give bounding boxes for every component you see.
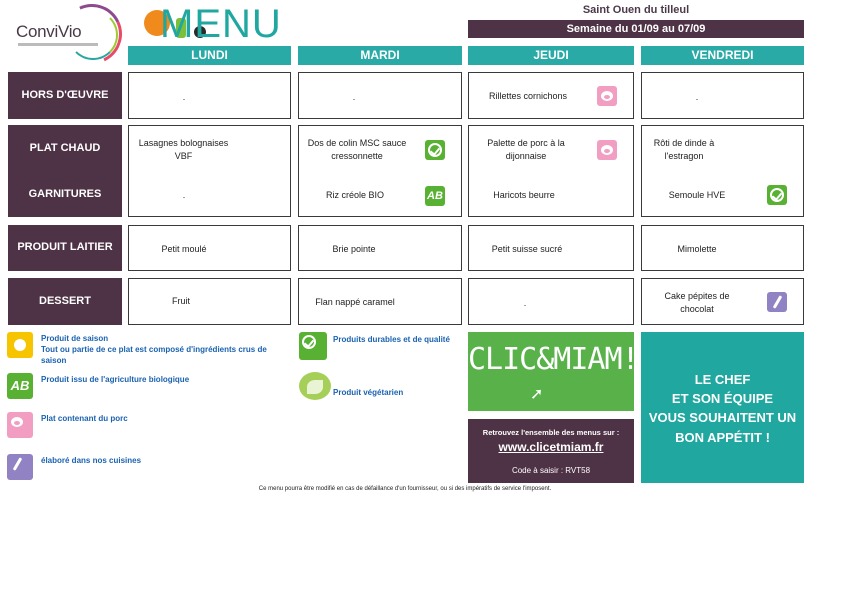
chef-line-1: LE CHEF — [694, 372, 751, 387]
cell-hors-jeudi — [468, 72, 634, 119]
menu-title: MENU — [160, 2, 282, 46]
day-header-jeudi: JEUDI — [468, 46, 634, 65]
footnote: Ce menu pourra être modifié en cas de défaillance d'un fournisseur, ou si des impératifs de service l'imposent. — [258, 486, 552, 492]
homemade-whisk-icon — [767, 292, 787, 312]
garniture: Semoule HVE — [668, 190, 726, 200]
dish: . — [523, 298, 527, 308]
dish: Brie pointe — [332, 244, 376, 254]
legend-bio: Produit issu de l'agriculture biologique — [41, 375, 190, 384]
dish: Mimolette — [677, 244, 717, 254]
cell-dessert-vendredi — [641, 278, 804, 325]
dish: Dos de colin MSC sauce cressonnette — [307, 138, 407, 161]
row-label-text: PRODUIT LAITIER — [17, 241, 113, 253]
row-label-plat-chaud: PLAT CHAUD — [29, 142, 101, 154]
week-range: Semaine du 01/09 au 07/09 — [468, 20, 804, 38]
dish: Palette de porc à la dijonnaise — [487, 138, 565, 161]
website-promo — [468, 419, 634, 483]
website-link[interactable]: www.clicetmiam.fr — [498, 440, 604, 454]
pork-icon — [597, 140, 617, 160]
legend-vegetarien: Produit végétarien — [333, 388, 404, 397]
chef-line-3: VOUS SOUHAITENT UN — [648, 410, 797, 425]
dish: Rillettes cornichons — [488, 91, 568, 101]
dish: Fruit — [172, 296, 190, 306]
chef-line-2: ET SON ÉQUIPE — [671, 391, 774, 406]
day-header-vendredi: VENDREDI — [641, 46, 804, 65]
cell-laitier-mardi — [298, 225, 462, 271]
dish: . — [695, 92, 699, 102]
website-code: Code à saisir : RVT58 — [511, 466, 591, 475]
cursor-icon: ➚ — [530, 386, 544, 403]
dish: Cake pépites de chocolat — [664, 291, 730, 314]
chef-line-4: BON APPÉTIT ! — [675, 430, 770, 445]
dish: Flan nappé caramel — [315, 297, 395, 307]
cell-laitier-vendredi — [641, 225, 804, 271]
logo-text: ConviVio — [16, 22, 82, 41]
row-label-plat-garnitures — [8, 125, 122, 217]
garniture: . — [182, 190, 186, 200]
cell-laitier-jeudi — [468, 225, 634, 271]
legend-porc: Plat contenant du porc — [41, 414, 128, 423]
pork-icon — [597, 86, 617, 106]
dish: Petit moulé — [161, 244, 207, 254]
convivio-logo — [8, 4, 118, 64]
dish: Petit suisse sucré — [491, 244, 563, 254]
legend-seasonal-title: Produit de saison — [41, 334, 109, 343]
dish: Lasagnes bolognaises VBF — [138, 138, 229, 161]
day-header-lundi: LUNDI — [128, 46, 291, 65]
quality-check-icon — [767, 185, 787, 205]
clic-et-miam-banner — [468, 332, 639, 411]
cell-laitier-lundi — [128, 225, 291, 271]
cell-hors-vendredi — [641, 72, 804, 119]
organic-ab-icon: AB — [7, 373, 33, 399]
vegetarian-leaf-icon — [299, 372, 331, 400]
seasonal-sun-icon — [7, 332, 33, 358]
homemade-whisk-icon — [7, 454, 33, 480]
chef-message — [641, 332, 804, 483]
row-label-garnitures: GARNITURES — [28, 188, 102, 200]
logo-tagline — [18, 43, 98, 46]
cell-hors-lundi — [128, 72, 291, 119]
cell-dessert-jeudi — [468, 278, 634, 325]
legend-seasonal — [41, 333, 281, 366]
cell-hors-mardi — [298, 72, 462, 119]
clic-et-miam-title: CLIC&MIAM! — [468, 342, 639, 377]
row-label-produit-laitier — [8, 225, 122, 271]
garniture: Haricots beurre — [493, 190, 555, 200]
cell-plat-vendredi — [641, 125, 804, 217]
cell-plat-jeudi — [468, 125, 634, 217]
cell-plat-lundi — [128, 125, 291, 217]
website-promo-label: Retrouvez l'ensemble des menus sur : — [482, 428, 620, 437]
row-label-text: HORS D'ŒUVRE — [21, 89, 109, 101]
legend-maison: élaboré dans nos cuisines — [41, 456, 142, 465]
row-label-text: DESSERT — [39, 295, 91, 307]
cell-dessert-lundi — [128, 278, 291, 325]
dish: Rôti de dinde à l'estragon — [653, 138, 715, 161]
row-label-hors-doeuvre — [8, 72, 122, 119]
legend-durables: Produits durables et de qualité — [333, 335, 450, 344]
quality-check-icon — [299, 332, 327, 360]
cell-plat-mardi — [298, 125, 462, 217]
garniture: Riz créole BIO — [325, 190, 385, 200]
quality-check-icon — [425, 140, 445, 160]
dish: . — [182, 92, 186, 102]
cell-dessert-mardi — [298, 278, 462, 325]
legend-seasonal-desc: Tout ou partie de ce plat est composé d'ingrédients crus de saison — [41, 345, 267, 365]
day-header-mardi: MARDI — [298, 46, 462, 65]
row-label-dessert — [8, 278, 122, 325]
site-name: Saint Ouen du tilleul — [582, 4, 690, 16]
organic-ab-icon: AB — [425, 186, 445, 206]
pork-icon — [7, 412, 33, 438]
dish: . — [352, 92, 356, 102]
